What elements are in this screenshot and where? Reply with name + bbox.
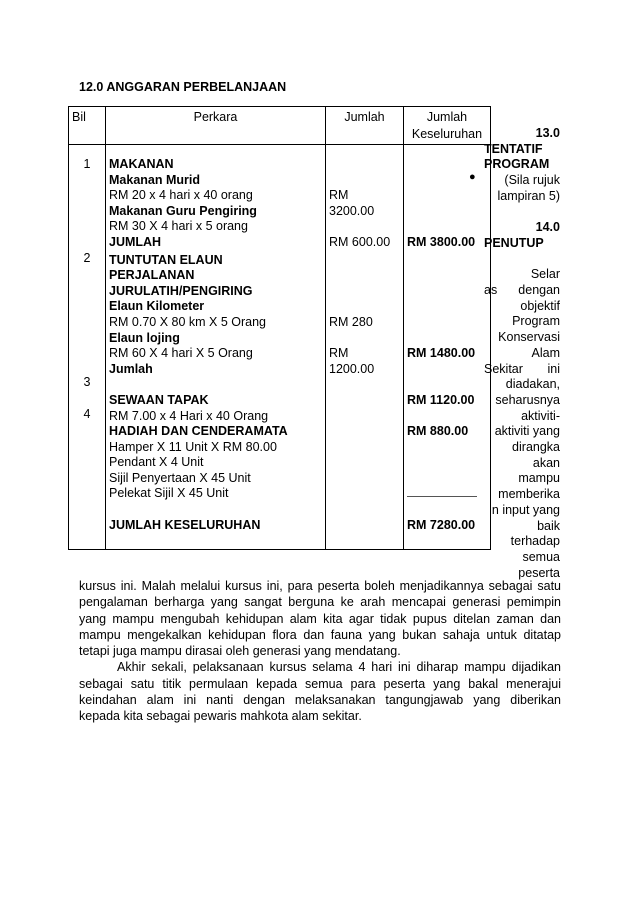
- side-text-line: as dengan: [484, 283, 560, 297]
- item-elaun-kilometer: Elaun Kilometer: [109, 299, 205, 314]
- side-text-line: diadakan,: [505, 377, 560, 392]
- item-sijil: Sijil Penyertaan X 45 Unit: [109, 470, 251, 485]
- section-13-title-2: PROGRAM: [484, 157, 550, 172]
- item-makanan: MAKANAN: [109, 157, 174, 171]
- item-sewaan-tapak-calc: RM 7.00 x 4 Hari x 40 Orang: [109, 408, 269, 423]
- table-header-row: [69, 107, 491, 145]
- amount-1200: 1200.00: [329, 361, 375, 376]
- amount-600: RM 600.00: [329, 234, 391, 249]
- side-text-line: dirangka: [512, 440, 560, 455]
- side-text-line: Program: [512, 314, 560, 329]
- paragraph-line: keindahan alam ini nanti dengan melaksanakan tangungjawab yang diberikan: [79, 693, 561, 708]
- item-elaun-lojing: Elaun lojing: [109, 330, 180, 345]
- table-body-row: [69, 145, 491, 550]
- item-jumlah-elaun: Jumlah: [109, 361, 153, 376]
- item-pendant: Pendant X 4 Unit: [109, 455, 204, 470]
- paragraph-line: tetapi juga mampu dirasai oleh generasi yang mendatang.: [79, 644, 401, 659]
- item-makanan-murid: Makanan Murid: [109, 172, 200, 187]
- header-jumlah: Jumlah: [326, 107, 404, 145]
- amount-rm: RM: [329, 188, 349, 203]
- section-heading: 12.0 ANGGARAN PERBELANJAAN: [79, 80, 287, 94]
- section-13-note-2: lampiran 5): [497, 188, 560, 203]
- paragraph-line: Akhir sekali, pelaksanaan kursus selama 4 hari ini diharap mampu dijadikan: [117, 660, 561, 675]
- paragraph-line: kepada kita sebagai pewaris mahkota alam sekitar.: [79, 709, 362, 724]
- amount-rm-2: RM: [329, 346, 349, 361]
- bil-4: 4: [83, 406, 91, 421]
- header-perkara: Perkara: [106, 107, 326, 145]
- item-elaun-kilometer-calc: RM 0.70 X 80 km X 5 Orang: [109, 314, 267, 329]
- side-text-line: mampu: [518, 471, 560, 486]
- header-jumlah-keseluruhan: Jumlah Keseluruhan: [404, 107, 491, 145]
- side-text-line: baik: [537, 518, 560, 533]
- total-hadiah: RM 880.00: [407, 424, 469, 439]
- section-13-title-1: TENTATIF: [484, 141, 543, 156]
- total-elaun: RM 1480.00: [407, 346, 476, 361]
- bil-3: 3: [83, 375, 91, 390]
- paragraph-line: kursus ini. Malah melalui kursus ini, para peserta boleh menjadikannya sebagai satu: [79, 579, 561, 593]
- item-perjalanan: PERJALANAN: [109, 268, 195, 283]
- bil-column: [69, 145, 106, 550]
- amount-3200: 3200.00: [329, 203, 375, 218]
- total-makanan: RM 3800.00: [407, 234, 476, 249]
- side-text-line: semua: [522, 549, 560, 564]
- item-jurulatih: JURULATIH/PENGIRING: [109, 283, 253, 298]
- item-hamper: Hamper X 11 Unit X RM 80.00: [109, 439, 277, 454]
- budget-table: [68, 106, 491, 550]
- item-pelekat: Pelekat Sijil X 45 Unit: [109, 486, 229, 501]
- side-text-line: Sekitar ini: [484, 361, 560, 376]
- section-13-number: 13.0: [535, 126, 560, 140]
- item-sewaan-tapak: SEWAAN TAPAK: [109, 392, 209, 407]
- item-makanan-guru: Makanan Guru Pengiring: [109, 203, 257, 218]
- section-13-note-1: (Sila rujuk: [504, 173, 560, 188]
- paragraph-line: pengalaman berharga yang sangat berguna ke arah mencapai generasi pemimpin: [79, 595, 561, 610]
- amount-280: RM 280: [329, 314, 373, 329]
- item-makanan-guru-calc: RM 30 X 4 hari x 5 orang: [109, 219, 248, 234]
- item-jumlah-keseluruhan: JUMLAH KESELURUHAN: [109, 517, 261, 532]
- closing-paragraph: [79, 578, 561, 725]
- item-makanan-murid-calc: RM 20 x 4 hari x 40 orang: [109, 188, 253, 203]
- side-text-line: terhadap: [510, 534, 560, 549]
- section-14-number: 14.0: [535, 220, 560, 235]
- item-elaun-lojing-calc: RM 60 X 4 hari X 5 Orang: [109, 346, 253, 361]
- jumlah-column: [326, 145, 404, 550]
- side-text-line: Selar: [530, 267, 560, 282]
- total-sewaan: RM 1120.00: [407, 392, 475, 407]
- jumlah-keseluruhan-column: [404, 145, 491, 550]
- bullet-icon: ●: [469, 171, 476, 183]
- side-text-line: aktiviti-: [521, 408, 560, 423]
- side-text-line: akan: [532, 455, 560, 470]
- side-text-line: objektif: [520, 298, 560, 313]
- bil-1: 1: [83, 157, 91, 171]
- paragraph-line: yang mampu mengubah kehidupan alam kita agar tidak pupus ditelan zaman dan: [79, 611, 561, 626]
- paragraph-line: mampu mengekalkan kehidupan flora dan fauna yang bukan sahaja untuk ditatap: [79, 627, 561, 642]
- item-hadiah: HADIAH DAN CENDERAMATA: [109, 424, 288, 439]
- paragraph-line: sebagai satu titik permulaan kepada semua para peserta yang bakal menerajui: [79, 676, 561, 691]
- side-text-line: Alam: [531, 345, 560, 360]
- side-text-line: aktiviti yang: [494, 424, 560, 439]
- subtotal-rule: [407, 486, 487, 502]
- item-tuntutan-elaun: TUNTUTAN ELAUN: [109, 252, 223, 267]
- side-text-line: memberika: [498, 487, 560, 502]
- perkara-column: [106, 145, 326, 550]
- section-14-title: PENUTUP: [484, 235, 544, 250]
- header-bil: Bil: [69, 107, 106, 145]
- side-text-line: peserta: [518, 565, 560, 580]
- item-jumlah-makanan: JUMLAH: [109, 234, 162, 249]
- side-text-line: seharusnya: [495, 392, 560, 407]
- side-column: [484, 126, 560, 581]
- bil-2: 2: [83, 250, 91, 265]
- side-text-line: n input yang: [491, 502, 560, 517]
- side-text-line: Konservasi: [498, 330, 560, 345]
- total-keseluruhan: RM 7280.00: [407, 517, 476, 532]
